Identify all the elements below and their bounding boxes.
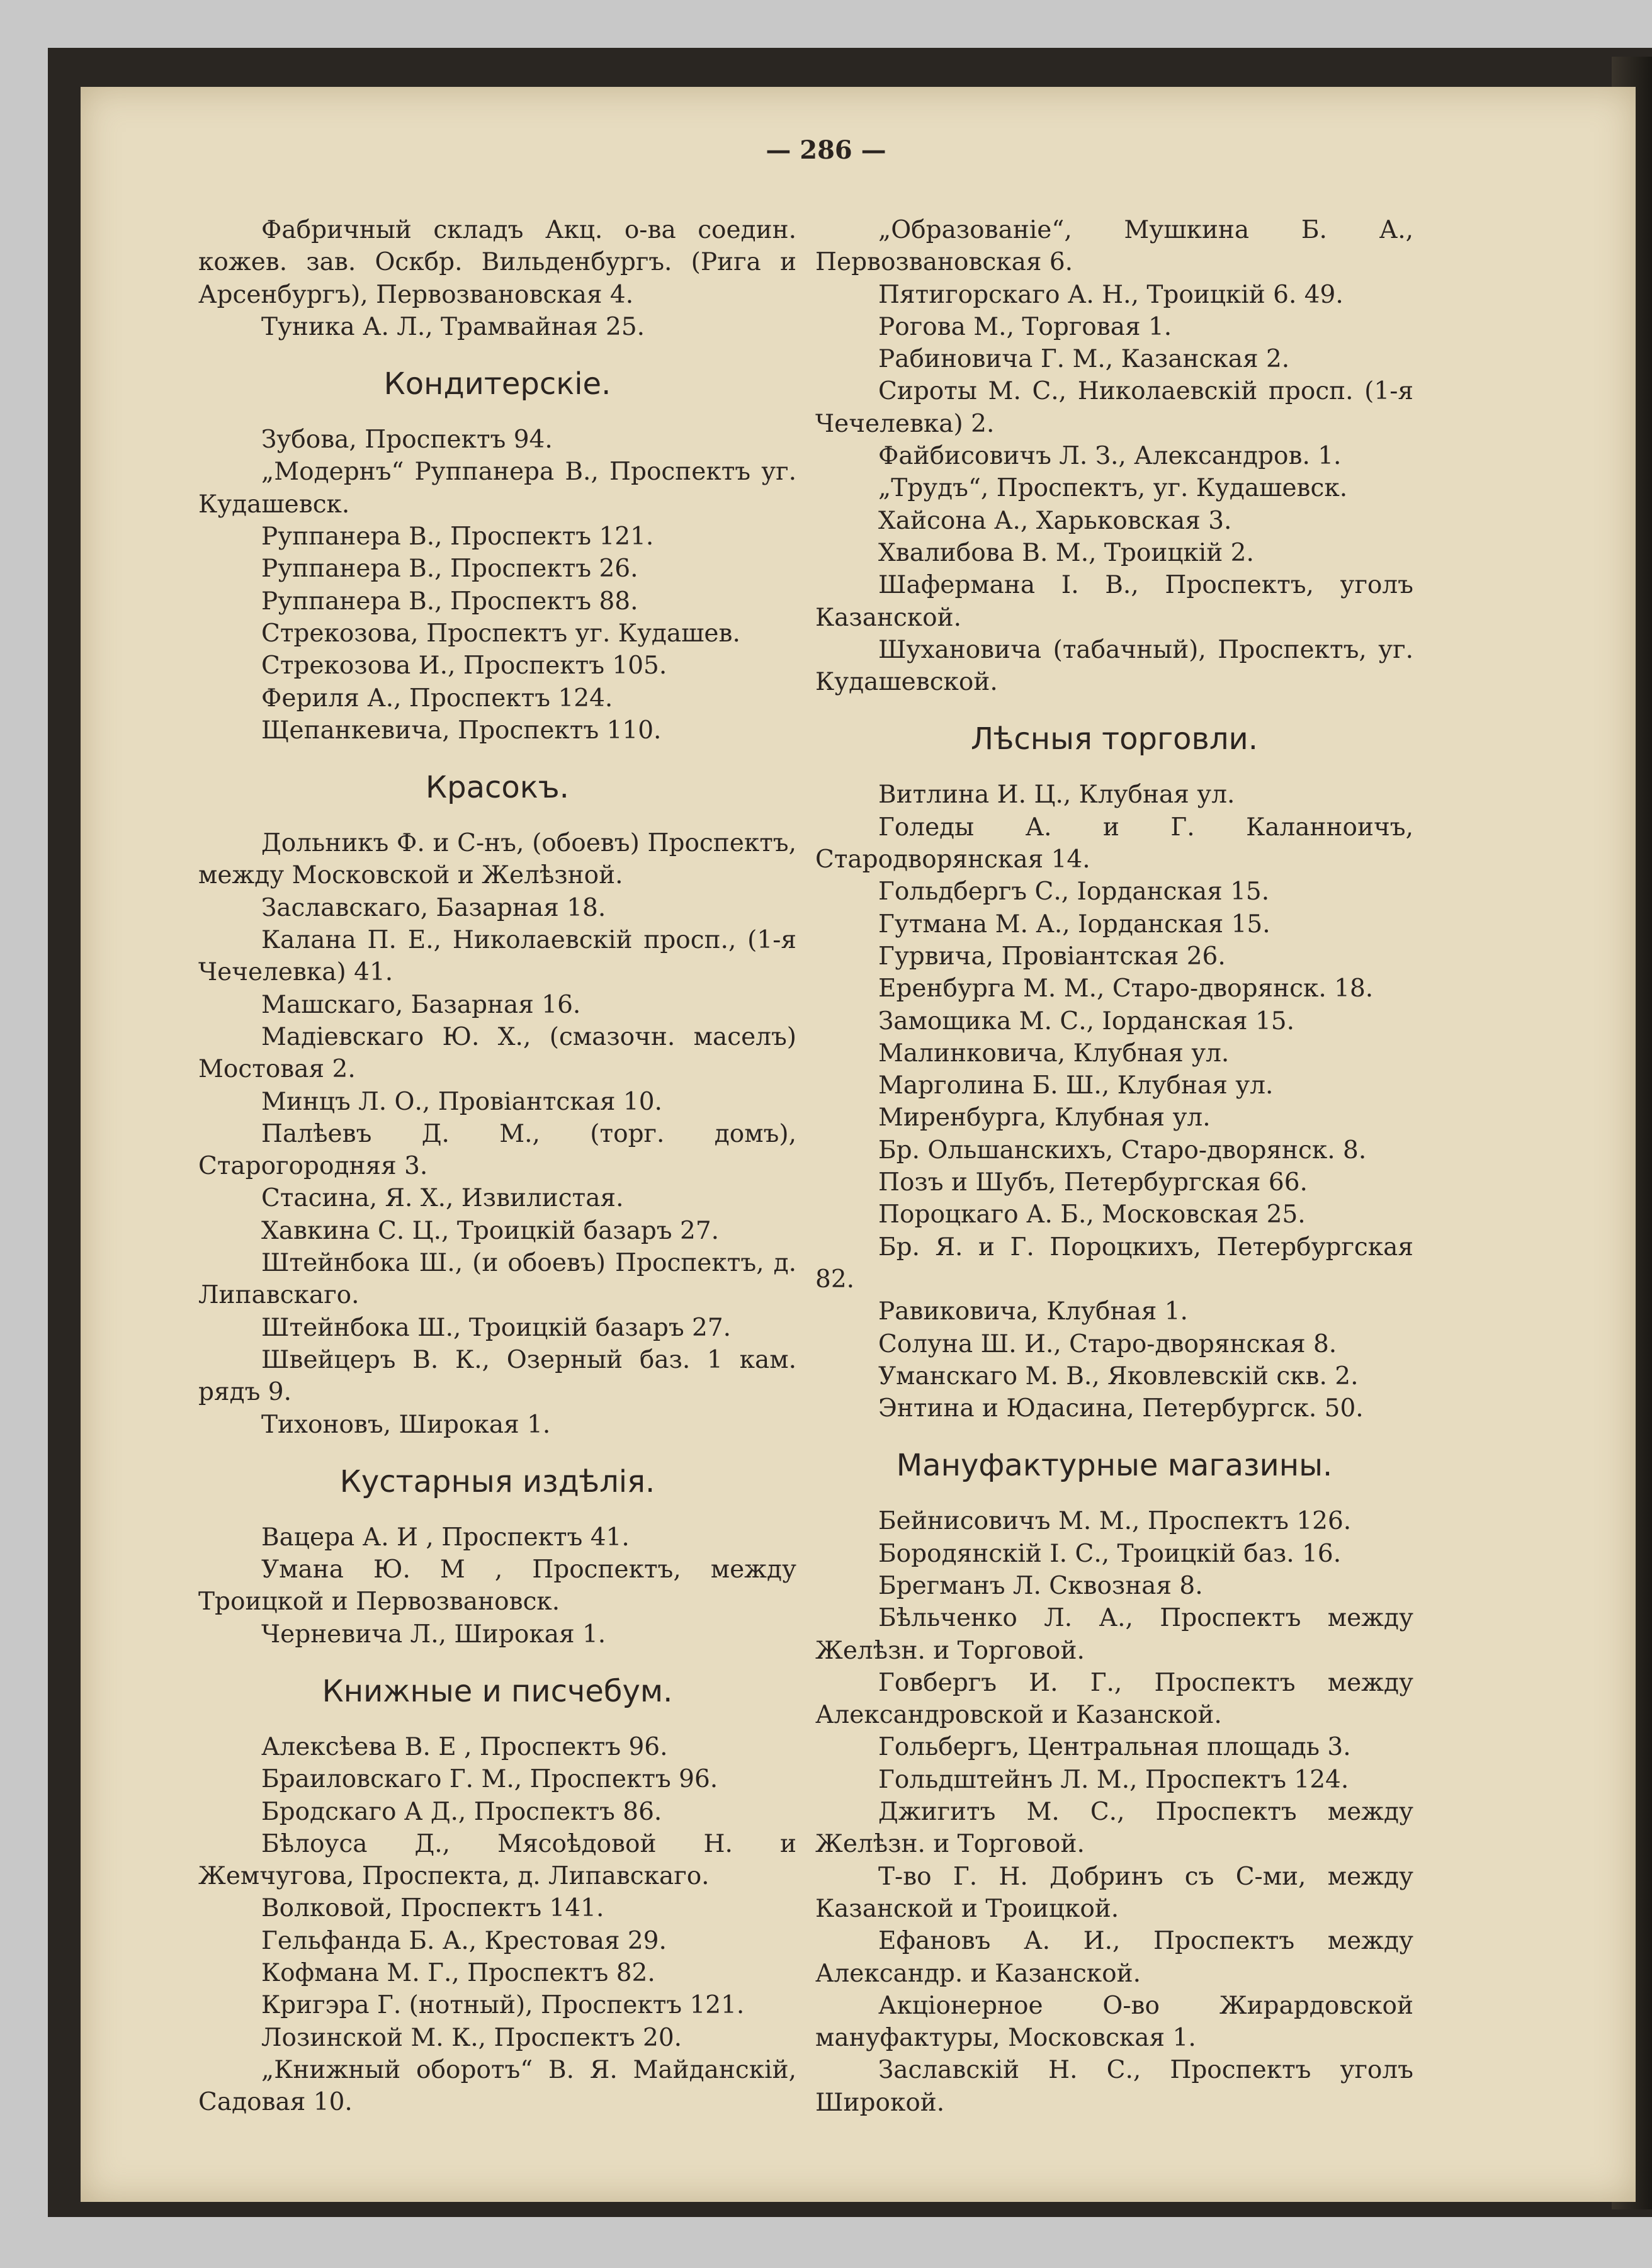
- right-lead-entries: [815, 214, 1413, 698]
- section-handicrafts: [198, 1460, 796, 1650]
- directory-entry: Стасина, Я. Х., Извилистая.: [261, 1184, 624, 1213]
- directory-entry: „Трудъ“, Проспектъ, уг. Кудашевск.: [878, 474, 1348, 503]
- directory-entry: Бѣлоуса Д., Мясоѣдовой Н. и Жемчугова, Проспекта, д. Липавскаго.: [198, 1829, 796, 1891]
- directory-entry: Минцъ Л. О., Провіантская 10.: [261, 1087, 662, 1116]
- directory-entry: Брегманъ Л. Сквозная 8.: [878, 1571, 1203, 1600]
- directory-entry: Сироты М. С., Николаевскій просп. (1-я Чечелевка) 2.: [815, 377, 1413, 438]
- directory-entry: Руппанера В., Проспектъ 88.: [261, 587, 638, 616]
- directory-entry: Зубова, Проспектъ 94.: [261, 426, 553, 454]
- section-confectioners: [198, 362, 796, 747]
- directory-entry: Бѣльченко Л. А., Проспектъ между Желѣзн. и Торговой.: [815, 1604, 1413, 1665]
- directory-entry: Рабиновича Г. М., Казанская 2.: [878, 345, 1290, 374]
- directory-entry: Бородянскій І. С., Троицкій баз. 16.: [878, 1539, 1342, 1568]
- directory-entry: Голеды А. и Г. Каланноичъ, Стародворянская 14.: [815, 813, 1413, 874]
- section-heading: Лѣсныя торговли.: [971, 721, 1258, 757]
- directory-entry: Дольникъ Ф. и С-нъ, (обоевъ) Проспектъ, между Московской и Желѣзной.: [198, 829, 796, 890]
- directory-entry: Гурвича, Провіантская 26.: [878, 942, 1226, 971]
- directory-entry: Уманскаго М. В., Яковлевскій скв. 2.: [878, 1362, 1359, 1391]
- directory-entry: Замощика М. С., Іорданская 15.: [878, 1007, 1295, 1035]
- section-heading: Красокъ.: [426, 770, 569, 806]
- directory-entry: Мадіевскаго Ю. Х., (смазочн. маселъ) Мостовая 2.: [198, 1022, 796, 1084]
- directory-entry: Акціонерное О-во Жирардовской мануфактуры, Московская 1.: [815, 1991, 1413, 2053]
- page-number: — 286 —: [766, 135, 886, 165]
- directory-entry: Равиковича, Клубная 1.: [878, 1297, 1188, 1326]
- directory-entry: Витлина И. Ц., Клубная ул.: [878, 781, 1235, 810]
- directory-entry: Умана Ю. М , Проспектъ, между Троицкой и Первозвановск.: [198, 1555, 796, 1616]
- directory-entry: Штейнбока Ш., Троицкій базаръ 27.: [261, 1313, 732, 1342]
- section-timber: [815, 717, 1413, 1425]
- directory-entry: Хайсона А., Харьковская 3.: [878, 506, 1232, 535]
- section-heading: Кустарныя издѣлія.: [339, 1464, 655, 1499]
- directory-entry: Солуна Ш. И., Старо-дворянская 8.: [878, 1329, 1337, 1358]
- directory-entry: Стрекозова И., Проспектъ 105.: [261, 652, 667, 680]
- directory-entry: Т-во Г. Н. Добринъ съ С-ми, между Казанской и Троицкой.: [815, 1862, 1413, 1923]
- directory-entry: Кофмана М. Г., Проспектъ 82.: [261, 1959, 655, 1988]
- directory-entry: Пятигорскаго А. Н., Троицкій 6. 49.: [878, 280, 1344, 309]
- directory-entry: Стрекозова, Проспектъ уг. Кудашев.: [261, 619, 740, 648]
- right-column: [815, 214, 1413, 2119]
- directory-entry: Машскаго, Базарная 16.: [261, 990, 581, 1019]
- directory-entry: Лозинской М. К., Проспектъ 20.: [261, 2023, 682, 2052]
- directory-entry: Гольдштейнъ Л. М., Проспектъ 124.: [878, 1765, 1349, 1794]
- directory-entry: „Образованіе“, Мушкина Б. А., Первозвановская 6.: [815, 216, 1413, 277]
- directory-entry: Энтина и Юдасина, Петербургск. 50.: [878, 1394, 1364, 1423]
- directory-entry: Браиловскаго Г. М., Проспектъ 96.: [261, 1765, 718, 1794]
- directory-entry: Волковой, Проспектъ 141.: [261, 1894, 604, 1923]
- directory-entry: Руппанера В., Проспектъ 121.: [261, 522, 654, 551]
- directory-entry: Кригэра Г. (нотный), Проспектъ 121.: [261, 1991, 745, 2020]
- directory-entry: Вацера А. И , Проспектъ 41.: [261, 1523, 630, 1552]
- left-lead-entries: [198, 214, 796, 343]
- directory-entry: Бр. Я. и Г. Пороцкихъ, Петербургская 82.: [815, 1233, 1413, 1294]
- directory-entry: Палѣевъ Д. М., (торг. домъ), Старогородняя 3.: [198, 1119, 796, 1181]
- directory-entry: Шафермана І. В., Проспектъ, уголъ Казанской.: [815, 571, 1413, 632]
- directory-entry: Бейнисовичъ М. М., Проспектъ 126.: [878, 1507, 1352, 1536]
- directory-entry: Ефановъ А. И., Проспектъ между Александр. и Казанской.: [815, 1927, 1413, 1988]
- directory-entry: Хвалибова В. М., Троицкій 2.: [878, 538, 1254, 567]
- directory-entry: Фабричный складъ Акц. о-ва соедин. кожев. зав. Оскбр. Вильденбургъ. (Рига и Арсенбургъ), Первозвановская 4.: [198, 216, 796, 309]
- directory-entry: Гутмана М. А., Іорданская 15.: [878, 910, 1270, 939]
- directory-entry: Хавкина С. Ц., Троицкій базаръ 27.: [261, 1216, 720, 1245]
- directory-entry: Марголина Б. Ш., Клубная ул.: [878, 1071, 1274, 1100]
- directory-entry: Руппанера В., Проспектъ 26.: [261, 555, 638, 584]
- directory-entry: Черневича Л., Широкая 1.: [261, 1620, 606, 1649]
- directory-entry: Бродскаго А Д., Проспектъ 86.: [261, 1797, 662, 1826]
- section-books-stationery: [198, 1669, 796, 2119]
- section-heading: Мануфактурные магазины.: [896, 1448, 1333, 1484]
- directory-entry: Туника А. Л., Трамвайная 25.: [261, 312, 645, 341]
- directory-entry: Калана П. Е., Николаевскій просп., (1-я Чечелевка) 41.: [198, 926, 796, 987]
- directory-entry: Файбисовичъ Л. З., Александров. 1.: [878, 442, 1342, 471]
- directory-entry: Щепанкевича, Проспектъ 110.: [261, 716, 662, 745]
- section-textiles: [815, 1443, 1413, 2119]
- section-heading: Книжные и писчебум.: [322, 1673, 673, 1709]
- directory-entry: Рогова М., Торговая 1.: [878, 312, 1172, 341]
- directory-entry: Гольбергъ, Центральная площадь 3.: [878, 1733, 1351, 1762]
- directory-entry: Шухановича (табачный), Проспектъ, уг. Кудашевской.: [815, 635, 1413, 697]
- directory-entry: Миренбурга, Клубная ул.: [878, 1103, 1211, 1132]
- directory-entry: Штейнбока Ш., (и обоевъ) Проспектъ, д. Липавскаго.: [198, 1249, 796, 1310]
- directory-entry: Пороцкаго А. Б., Московская 25.: [878, 1200, 1306, 1229]
- section-heading: Кондитерскіе.: [383, 366, 611, 402]
- directory-entry: Гольдбергъ С., Іорданская 15.: [878, 877, 1270, 906]
- directory-entry: Заславскій Н. С., Проспектъ уголъ Широкой.: [815, 2056, 1413, 2117]
- directory-entry: „Книжный оборотъ“ В. Я. Майданскій, Садовая 10.: [198, 2055, 796, 2117]
- directory-entry: Бр. Ольшанскихъ, Старо-дворянск. 8.: [878, 1136, 1367, 1165]
- directory-entry: Алексѣева В. Е , Проспектъ 96.: [261, 1732, 668, 1761]
- directory-entry: Еренбурга М. М., Старо-дворянск. 18.: [878, 974, 1374, 1003]
- directory-entry: Говбергъ И. Г., Проспектъ между Александровской и Казанской.: [815, 1668, 1413, 1730]
- directory-entry: Малинковича, Клубная ул.: [878, 1039, 1230, 1068]
- left-column: [198, 214, 796, 2119]
- directory-entry: Тихоновъ, Широкая 1.: [261, 1410, 551, 1439]
- directory-entry: „Модернъ“ Руппанера В., Проспектъ уг. Кудашевск.: [198, 458, 796, 519]
- section-paints: [198, 765, 796, 1441]
- directory-entry: Заславскаго, Базарная 18.: [261, 893, 606, 922]
- directory-entry: Позъ и Шубъ, Петербургская 66.: [878, 1168, 1308, 1197]
- directory-entry: Джигитъ М. С., Проспектъ между Желѣзн. и Торговой.: [815, 1798, 1413, 1859]
- directory-entry: Фериля А., Проспектъ 124.: [261, 684, 613, 713]
- directory-entry: Швейцеръ В. К., Озерный баз. 1 кам. рядъ 9.: [198, 1345, 796, 1407]
- directory-entry: Гельфанда Б. А., Крестовая 29.: [261, 1926, 667, 1955]
